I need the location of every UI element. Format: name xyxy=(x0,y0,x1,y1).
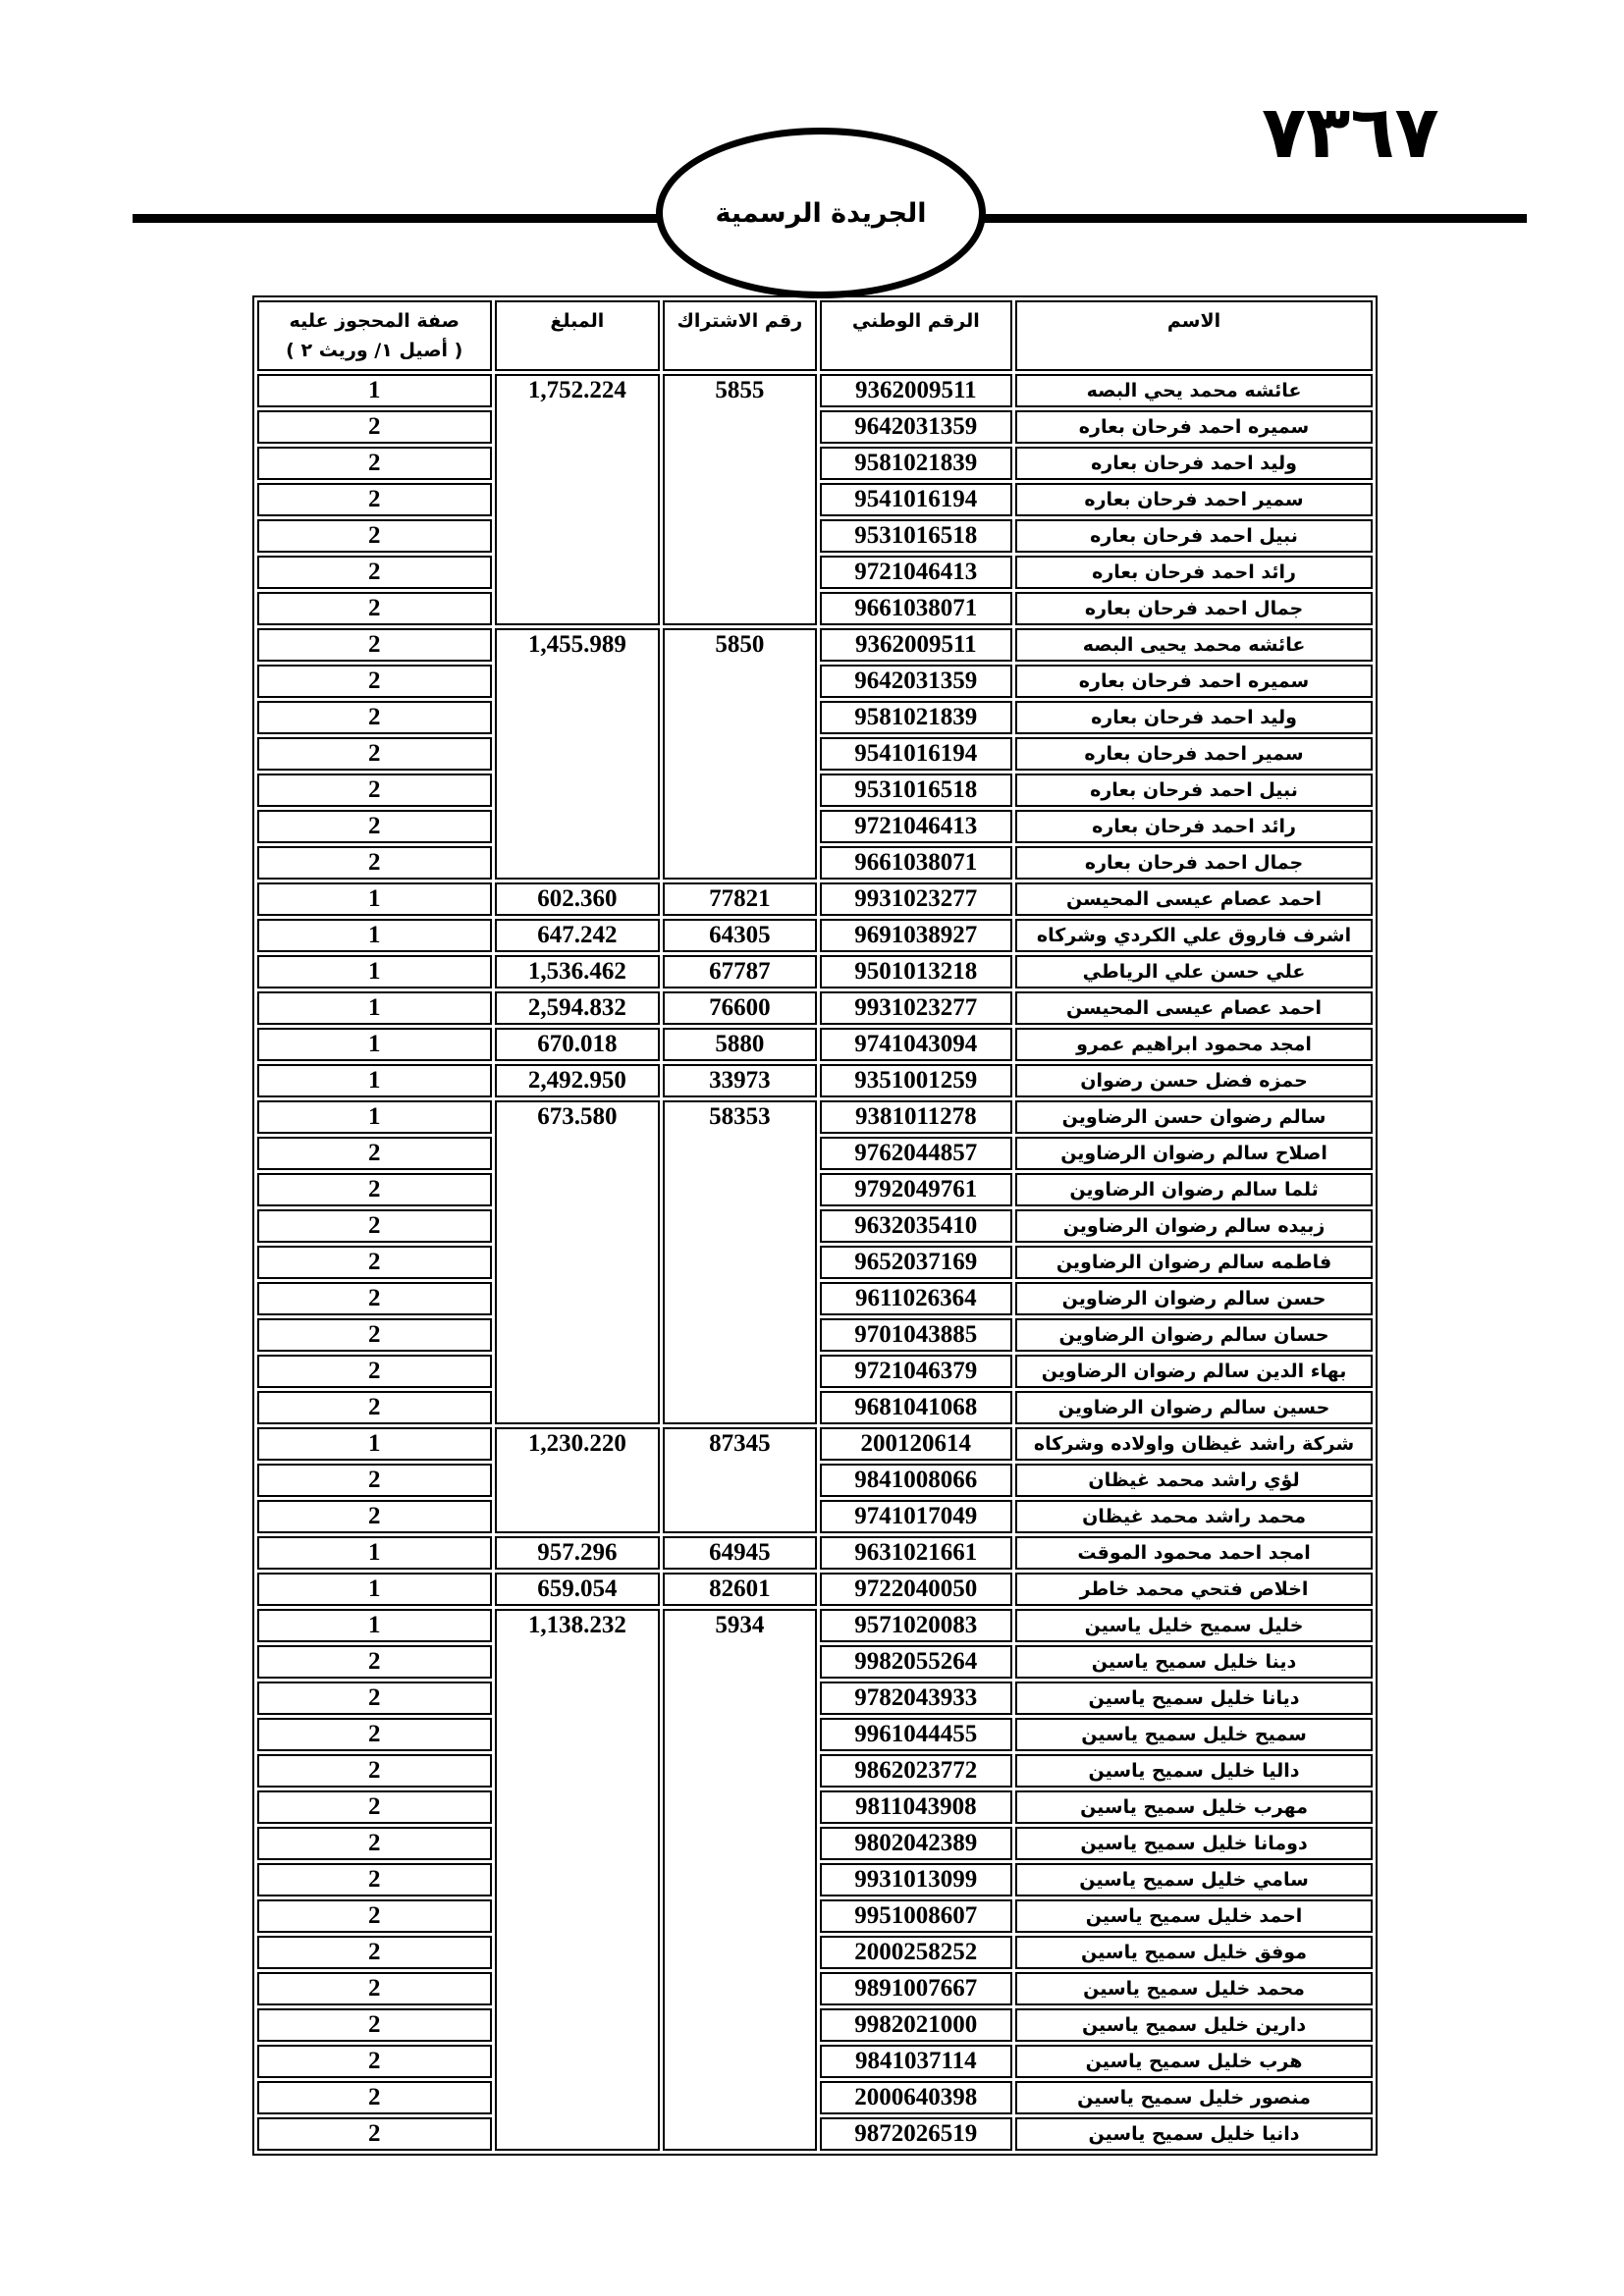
amount-cell: 1,536.462 xyxy=(495,955,661,988)
national-id-cell: 9611026364 xyxy=(820,1282,1013,1315)
type-cell: 2 xyxy=(257,1863,492,1896)
type-cell: 2 xyxy=(257,1137,492,1170)
type-cell: 1 xyxy=(257,991,492,1025)
subscription-cell: 87345 xyxy=(663,1427,816,1533)
name-cell: ديانا خليل سميح ياسين xyxy=(1015,1682,1373,1715)
table-row xyxy=(257,882,1373,916)
national-id-cell: 9632035410 xyxy=(820,1209,1013,1243)
national-id-cell: 9862023772 xyxy=(820,1754,1013,1788)
type-cell: 2 xyxy=(257,519,492,553)
name-cell: محمد راشد محمد غيظان xyxy=(1015,1500,1373,1533)
type-cell: 1 xyxy=(257,919,492,952)
table-row xyxy=(257,1100,1373,1134)
gazette-title-ellipse xyxy=(656,128,986,298)
subscription-cell: 67787 xyxy=(663,955,816,988)
seizure-table xyxy=(252,295,1378,2156)
type-cell: 1 xyxy=(257,1427,492,1461)
type-cell: 2 xyxy=(257,1936,492,1969)
subscription-cell: 77821 xyxy=(663,882,816,916)
amount-cell: 659.054 xyxy=(495,1573,661,1606)
type-cell: 2 xyxy=(257,483,492,516)
name-cell: رائد احمد فرحان بعاره xyxy=(1015,810,1373,843)
name-cell: اخلاص فتحي محمد خاطر xyxy=(1015,1573,1373,1606)
type-cell: 2 xyxy=(257,1754,492,1788)
table-row xyxy=(257,1536,1373,1570)
subscription-cell: 5934 xyxy=(663,1609,816,2151)
subscription-cell: 82601 xyxy=(663,1573,816,1606)
national-id-cell: 9362009511 xyxy=(820,374,1013,407)
national-id-cell: 9721046413 xyxy=(820,810,1013,843)
name-cell: حسن سالم رضوان الرضاوين xyxy=(1015,1282,1373,1315)
name-cell: وليد احمد فرحان بعاره xyxy=(1015,447,1373,480)
type-cell: 2 xyxy=(257,665,492,698)
name-cell: احمد عصام عيسى المحيسن xyxy=(1015,882,1373,916)
national-id-cell: 9631021661 xyxy=(820,1536,1013,1570)
page-number: ٧٣٦٧ xyxy=(1262,90,1439,175)
table-row xyxy=(257,991,1373,1025)
type-cell: 2 xyxy=(257,1718,492,1751)
national-id-cell: 9661038071 xyxy=(820,592,1013,625)
header-type-line1: صفة المحجوز عليه xyxy=(289,310,460,332)
table-row xyxy=(257,374,1373,407)
national-id-cell: 9951008607 xyxy=(820,1899,1013,1933)
national-id-cell: 2000640398 xyxy=(820,2081,1013,2114)
national-id-cell: 9931023277 xyxy=(820,882,1013,916)
name-cell: سامي خليل سميح ياسين xyxy=(1015,1863,1373,1896)
amount-cell: 670.018 xyxy=(495,1028,661,1061)
type-cell: 2 xyxy=(257,701,492,734)
amount-cell: 2,492.950 xyxy=(495,1064,661,1097)
national-id-cell: 9792049761 xyxy=(820,1173,1013,1206)
type-cell: 2 xyxy=(257,2117,492,2151)
national-id-cell: 9961044455 xyxy=(820,1718,1013,1751)
amount-cell: 2,594.832 xyxy=(495,991,661,1025)
type-cell: 2 xyxy=(257,737,492,771)
amount-cell: 647.242 xyxy=(495,919,661,952)
national-id-cell: 9741017049 xyxy=(820,1500,1013,1533)
subscription-cell: 5880 xyxy=(663,1028,816,1061)
type-cell: 2 xyxy=(257,1827,492,1860)
national-id-cell: 9721046413 xyxy=(820,556,1013,589)
table-header-row xyxy=(257,300,1373,371)
national-id-cell: 9362009511 xyxy=(820,628,1013,662)
amount-cell: 1,752.224 xyxy=(495,374,661,625)
national-id-cell: 9681041068 xyxy=(820,1391,1013,1424)
name-cell: احمد عصام عيسى المحيسن xyxy=(1015,991,1373,1025)
name-cell: لؤي راشد محمد غيظان xyxy=(1015,1464,1373,1497)
type-cell: 2 xyxy=(257,1173,492,1206)
header-name: الاسم xyxy=(1015,300,1373,371)
name-cell: سمير احمد فرحان بعاره xyxy=(1015,483,1373,516)
national-id-cell: 9501013218 xyxy=(820,955,1013,988)
type-cell: 2 xyxy=(257,1899,492,1933)
type-cell: 1 xyxy=(257,955,492,988)
table-row xyxy=(257,1064,1373,1097)
name-cell: عائشه محمد يحيى البصه xyxy=(1015,628,1373,662)
subscription-cell: 58353 xyxy=(663,1100,816,1424)
national-id-cell: 9351001259 xyxy=(820,1064,1013,1097)
type-cell: 2 xyxy=(257,592,492,625)
type-cell: 2 xyxy=(257,1790,492,1824)
name-cell: فاطمه سالم رضوان الرضاوين xyxy=(1015,1246,1373,1279)
name-cell: مهرب خليل سميح ياسين xyxy=(1015,1790,1373,1824)
name-cell: نبيل احمد فرحان بعاره xyxy=(1015,774,1373,807)
name-cell: دينا خليل سميح ياسين xyxy=(1015,1645,1373,1679)
type-cell: 1 xyxy=(257,374,492,407)
header-type-line2: ( أصيل ١/ وريث ٢ ) xyxy=(286,340,463,361)
table-row xyxy=(257,628,1373,662)
subscription-cell: 64305 xyxy=(663,919,816,952)
national-id-cell: 9721046379 xyxy=(820,1355,1013,1388)
name-cell: سمير احمد فرحان بعاره xyxy=(1015,737,1373,771)
name-cell: دارين خليل سميح ياسين xyxy=(1015,2008,1373,2042)
national-id-cell: 2000258252 xyxy=(820,1936,1013,1969)
name-cell: رائد احمد فرحان بعاره xyxy=(1015,556,1373,589)
type-cell: 2 xyxy=(257,1972,492,2005)
national-id-cell: 200120614 xyxy=(820,1427,1013,1461)
header-national-id: الرقم الوطني xyxy=(820,300,1013,371)
header-subscription: رقم الاشتراك xyxy=(663,300,816,371)
name-cell: امجد محمود ابراهيم عمرو xyxy=(1015,1028,1373,1061)
national-id-cell: 9642031359 xyxy=(820,665,1013,698)
table-row xyxy=(257,919,1373,952)
type-cell: 2 xyxy=(257,1464,492,1497)
header-type xyxy=(257,300,492,371)
amount-cell: 673.580 xyxy=(495,1100,661,1424)
table-row xyxy=(257,1028,1373,1061)
type-cell: 1 xyxy=(257,1064,492,1097)
national-id-cell: 9811043908 xyxy=(820,1790,1013,1824)
subscription-cell: 64945 xyxy=(663,1536,816,1570)
table-row xyxy=(257,1427,1373,1461)
type-cell: 2 xyxy=(257,1355,492,1388)
type-cell: 2 xyxy=(257,1282,492,1315)
name-cell: دانيا خليل سميح ياسين xyxy=(1015,2117,1373,2151)
name-cell: داليا خليل سميح ياسين xyxy=(1015,1754,1373,1788)
national-id-cell: 9701043885 xyxy=(820,1318,1013,1352)
national-id-cell: 9931023277 xyxy=(820,991,1013,1025)
name-cell: اشرف فاروق علي الكردي وشركاه xyxy=(1015,919,1373,952)
gazette-title: الجريدة الرسمية xyxy=(715,197,927,229)
name-cell: سميح خليل سميح ياسين xyxy=(1015,1718,1373,1751)
national-id-cell: 9841008066 xyxy=(820,1464,1013,1497)
type-cell: 2 xyxy=(257,556,492,589)
type-cell: 2 xyxy=(257,2045,492,2078)
table-row xyxy=(257,955,1373,988)
national-id-cell: 9691038927 xyxy=(820,919,1013,952)
name-cell: جمال احمد فرحان بعاره xyxy=(1015,592,1373,625)
type-cell: 2 xyxy=(257,2008,492,2042)
name-cell: دومانا خليل سميح ياسين xyxy=(1015,1827,1373,1860)
name-cell: اصلاح سالم رضوان الرضاوين xyxy=(1015,1137,1373,1170)
type-cell: 1 xyxy=(257,1609,492,1642)
type-cell: 2 xyxy=(257,1209,492,1243)
type-cell: 2 xyxy=(257,1318,492,1352)
national-id-cell: 9581021839 xyxy=(820,447,1013,480)
name-cell: منصور خليل سميح ياسين xyxy=(1015,2081,1373,2114)
name-cell: سميره احمد فرحان بعاره xyxy=(1015,665,1373,698)
name-cell: سالم رضوان حسن الرضاوين xyxy=(1015,1100,1373,1134)
type-cell: 2 xyxy=(257,410,492,444)
national-id-cell: 9722040050 xyxy=(820,1573,1013,1606)
national-id-cell: 9841037114 xyxy=(820,2045,1013,2078)
name-cell: احمد خليل سميح ياسين xyxy=(1015,1899,1373,1933)
name-cell: جمال احمد فرحان بعاره xyxy=(1015,846,1373,880)
name-cell: عائشه محمد يحي البصه xyxy=(1015,374,1373,407)
type-cell: 2 xyxy=(257,1645,492,1679)
name-cell: موفق خليل سميح ياسين xyxy=(1015,1936,1373,1969)
type-cell: 1 xyxy=(257,1573,492,1606)
national-id-cell: 9531016518 xyxy=(820,774,1013,807)
type-cell: 2 xyxy=(257,447,492,480)
national-id-cell: 9802042389 xyxy=(820,1827,1013,1860)
type-cell: 2 xyxy=(257,628,492,662)
name-cell: محمد خليل سميح ياسين xyxy=(1015,1972,1373,2005)
type-cell: 2 xyxy=(257,1500,492,1533)
type-cell: 2 xyxy=(257,846,492,880)
amount-cell: 1,455.989 xyxy=(495,628,661,880)
national-id-cell: 9541016194 xyxy=(820,483,1013,516)
name-cell: حمزه فضل حسن رضوان xyxy=(1015,1064,1373,1097)
type-cell: 1 xyxy=(257,882,492,916)
subscription-cell: 5850 xyxy=(663,628,816,880)
type-cell: 2 xyxy=(257,810,492,843)
national-id-cell: 9982021000 xyxy=(820,2008,1013,2042)
header-amount: المبلغ xyxy=(495,300,661,371)
type-cell: 2 xyxy=(257,1682,492,1715)
national-id-cell: 9531016518 xyxy=(820,519,1013,553)
type-cell: 2 xyxy=(257,1246,492,1279)
name-cell: علي حسن علي الرياطي xyxy=(1015,955,1373,988)
national-id-cell: 9762044857 xyxy=(820,1137,1013,1170)
name-cell: بهاء الدين سالم رضوان الرضاوين xyxy=(1015,1355,1373,1388)
type-cell: 2 xyxy=(257,1391,492,1424)
type-cell: 2 xyxy=(257,774,492,807)
national-id-cell: 9891007667 xyxy=(820,1972,1013,2005)
type-cell: 1 xyxy=(257,1028,492,1061)
name-cell: نبيل احمد فرحان بعاره xyxy=(1015,519,1373,553)
name-cell: خليل سميح خليل ياسين xyxy=(1015,1609,1373,1642)
national-id-cell: 9541016194 xyxy=(820,737,1013,771)
national-id-cell: 9381011278 xyxy=(820,1100,1013,1134)
type-cell: 1 xyxy=(257,1100,492,1134)
national-id-cell: 9661038071 xyxy=(820,846,1013,880)
national-id-cell: 9782043933 xyxy=(820,1682,1013,1715)
name-cell: ثلما سالم رضوان الرضاوين xyxy=(1015,1173,1373,1206)
national-id-cell: 9982055264 xyxy=(820,1645,1013,1679)
type-cell: 1 xyxy=(257,1536,492,1570)
table-row xyxy=(257,1573,1373,1606)
subscription-cell: 33973 xyxy=(663,1064,816,1097)
name-cell: وليد احمد فرحان بعاره xyxy=(1015,701,1373,734)
name-cell: امجد احمد محمود الموقت xyxy=(1015,1536,1373,1570)
name-cell: حسان سالم رضوان الرضاوين xyxy=(1015,1318,1373,1352)
type-cell: 2 xyxy=(257,2081,492,2114)
amount-cell: 1,138.232 xyxy=(495,1609,661,2151)
name-cell: شركة راشد غيظان واولاده وشركاه xyxy=(1015,1427,1373,1461)
name-cell: هرب خليل سميح ياسين xyxy=(1015,2045,1373,2078)
national-id-cell: 9931013099 xyxy=(820,1863,1013,1896)
name-cell: زبيده سالم رضوان الرضاوين xyxy=(1015,1209,1373,1243)
national-id-cell: 9872026519 xyxy=(820,2117,1013,2151)
subscription-cell: 5855 xyxy=(663,374,816,625)
national-id-cell: 9571020083 xyxy=(820,1609,1013,1642)
national-id-cell: 9741043094 xyxy=(820,1028,1013,1061)
amount-cell: 602.360 xyxy=(495,882,661,916)
national-id-cell: 9652037169 xyxy=(820,1246,1013,1279)
table-row xyxy=(257,1609,1373,1642)
name-cell: حسين سالم رضوان الرضاوين xyxy=(1015,1391,1373,1424)
amount-cell: 957.296 xyxy=(495,1536,661,1570)
amount-cell: 1,230.220 xyxy=(495,1427,661,1533)
subscription-cell: 76600 xyxy=(663,991,816,1025)
national-id-cell: 9642031359 xyxy=(820,410,1013,444)
name-cell: سميره احمد فرحان بعاره xyxy=(1015,410,1373,444)
national-id-cell: 9581021839 xyxy=(820,701,1013,734)
